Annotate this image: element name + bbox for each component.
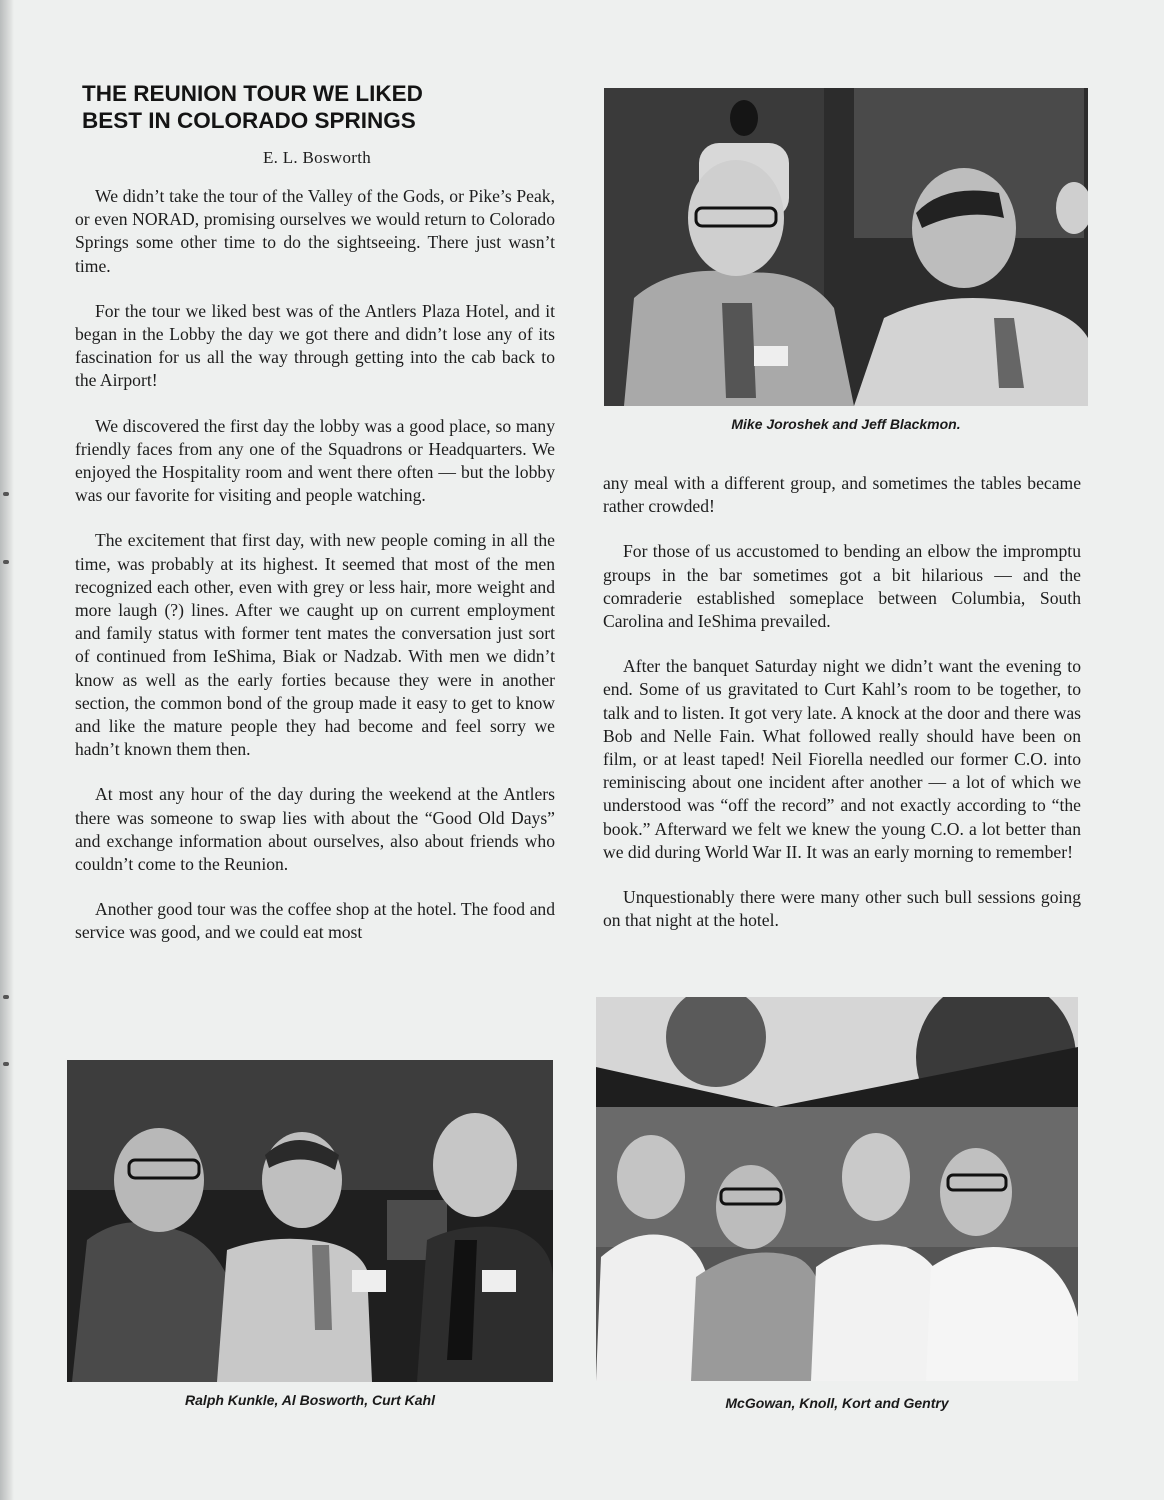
paragraph-continued: any meal with a different group, and sometimes the tables became rather crowded! [603,473,1081,517]
paragraph: At most any hour of the day during the weekend at the Antlers there was someone to swap lies with about the “Good Old Days” and exchange information about ourselves, also about friends who couldn’t come to the Reunion. [75,784,555,875]
paragraph: Unquestionably there were many other such bull sessions going on that night at the hotel. [603,887,1081,931]
paragraph: For those of us accustomed to bending an elbow the impromptu groups in the bar sometimes got a bit hilarious — and the comraderie established someplace between Columbia, South Carolina and IeShima prevailed. [603,541,1081,632]
photo-kunkle-bosworth-kahl [67,1060,553,1382]
photo-caption: Mike Joroshek and Jeff Blackmon. [731,416,961,432]
article-title-line-1: THE REUNION TOUR WE LIKED [82,81,423,106]
photo-mcgowan-knoll-kort-gentry [596,997,1078,1381]
photo-joroshek-blackmon [604,88,1088,406]
paragraph: For the tour we liked best was of the Antlers Plaza Hotel, and it began in the Lobby the day we got there and didn’t lose any of its fascination for us all the way through getting into the cab back to the Airport! [75,300,555,391]
left-text-column [75,185,555,967]
paragraph: After the banquet Saturday night we didn’t want the evening to end. Some of us gravitated to Curt Kahl’s room to be together, to talk and to listen. It got very late. A knock at the door and there was Bob and Nelle Fain. What followed really should have been on film, or at least taped! Neil Fiorella needled our former C.O. into reminiscing about one incident after another — a lot of which we understood was “off the record” and not exactly according to “the book.” Afterward we felt we knew the young C.O. a lot better than we did during World War II. It was an early morning to remember! [603,656,1081,862]
binding-hole [3,492,9,496]
paragraph: We didn’t take the tour of the Valley of the Gods, or Pike’s Peak, or even NORAD, promising ourselves we would return to Colorado Springs some other time to do the sightseeing. There just wasn’t time. [75,186,555,276]
binding-hole [3,1062,9,1066]
binding-hole [3,995,9,999]
article-title [82,80,552,134]
binding-hole [3,560,9,564]
article-byline: E. L. Bosworth [262,148,372,167]
article-title-line-2: BEST IN COLORADO SPRINGS [82,108,416,133]
page-binding-edge [0,0,14,1500]
paragraph: We discovered the first day the lobby was a good place, so many friendly faces from any one of the Squadrons or Headquarters. We enjoyed the Hospitality room and went there often — but the lobby was our favorite for visiting and people watching. [75,415,555,506]
paragraph: Another good tour was the coffee shop at the hotel. The food and service was good, and we could eat most [75,899,555,943]
photo-caption: Ralph Kunkle, Al Bosworth, Curt Kahl [185,1392,435,1408]
right-text-column [603,472,1081,954]
photo-caption: McGowan, Knoll, Kort and Gentry [725,1395,949,1411]
paragraph: The excitement that first day, with new people coming in all the time, was probably at its highest. It seemed that most of the men recognized each other, even with grey or less hair, more weight and more laugh (?) lines. After we caught up on current employment and family status with former tent mates the conversation just sort of continued from IeShima, Biak or Nadzab. With men we didn’t know as well as the early forties because they were in another section, the common bond of the group made it easy to get to know and like the mature people they had become and feel sorry we hadn’t known them then. [75,530,555,760]
